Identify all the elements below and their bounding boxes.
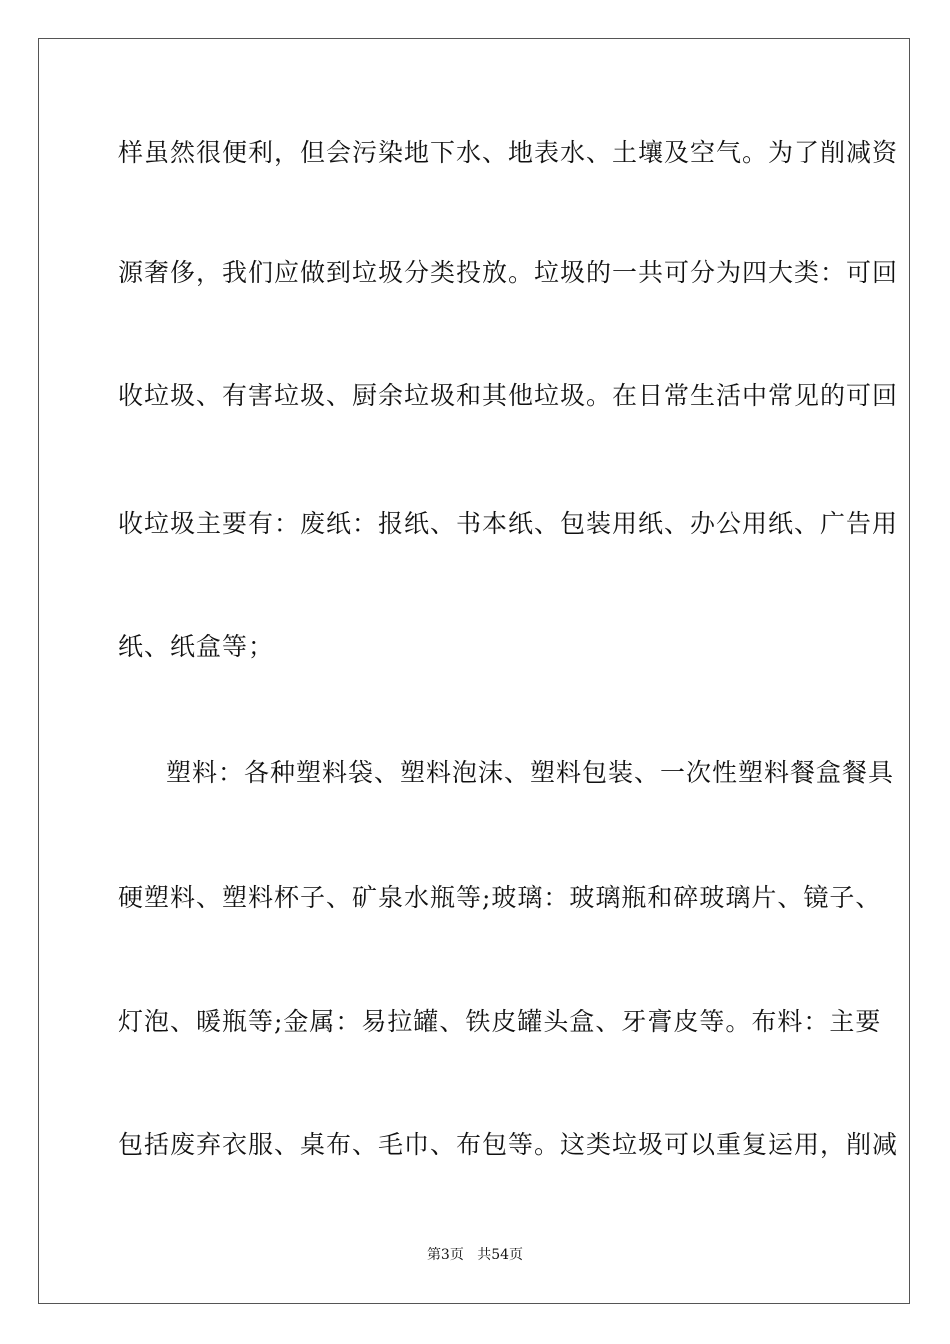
paragraph-line: 收垃圾、有害垃圾、厨余垃圾和其他垃圾。在日常生活中常见的可回: [118, 381, 899, 410]
paragraph-line: 包括废弃衣服、桌布、毛巾、布包等。这类垃圾可以重复运用，削减: [118, 1130, 899, 1159]
total-pages: 共54页: [477, 1247, 524, 1263]
paragraph-line: 硬塑料、塑料杯子、矿泉水瓶等;玻璃：玻璃瓶和碎玻璃片、镜子、: [118, 883, 882, 912]
page-border: [38, 38, 910, 1304]
page-number: 第3页: [426, 1247, 464, 1263]
paragraph-line: 样虽然很便利，但会污染地下水、地表水、土壤及空气。为了削减资: [118, 138, 899, 167]
paragraph-line: 源奢侈，我们应做到垃圾分类投放。垃圾的一共可分为四大类：可回: [118, 258, 899, 287]
paragraph-line: 收垃圾主要有：废纸：报纸、书本纸、包装用纸、办公用纸、广告用: [118, 509, 899, 538]
paragraph-line: 纸、纸盒等；: [118, 632, 275, 661]
paragraph-line: 塑料：各种塑料袋、塑料泡沫、塑料包装、一次性塑料餐盒餐具: [166, 758, 895, 787]
paragraph-line: 灯泡、暖瓶等;金属：易拉罐、铁皮罐头盒、牙膏皮等。布料：主要: [118, 1007, 882, 1036]
page-footer: [0, 1247, 950, 1263]
